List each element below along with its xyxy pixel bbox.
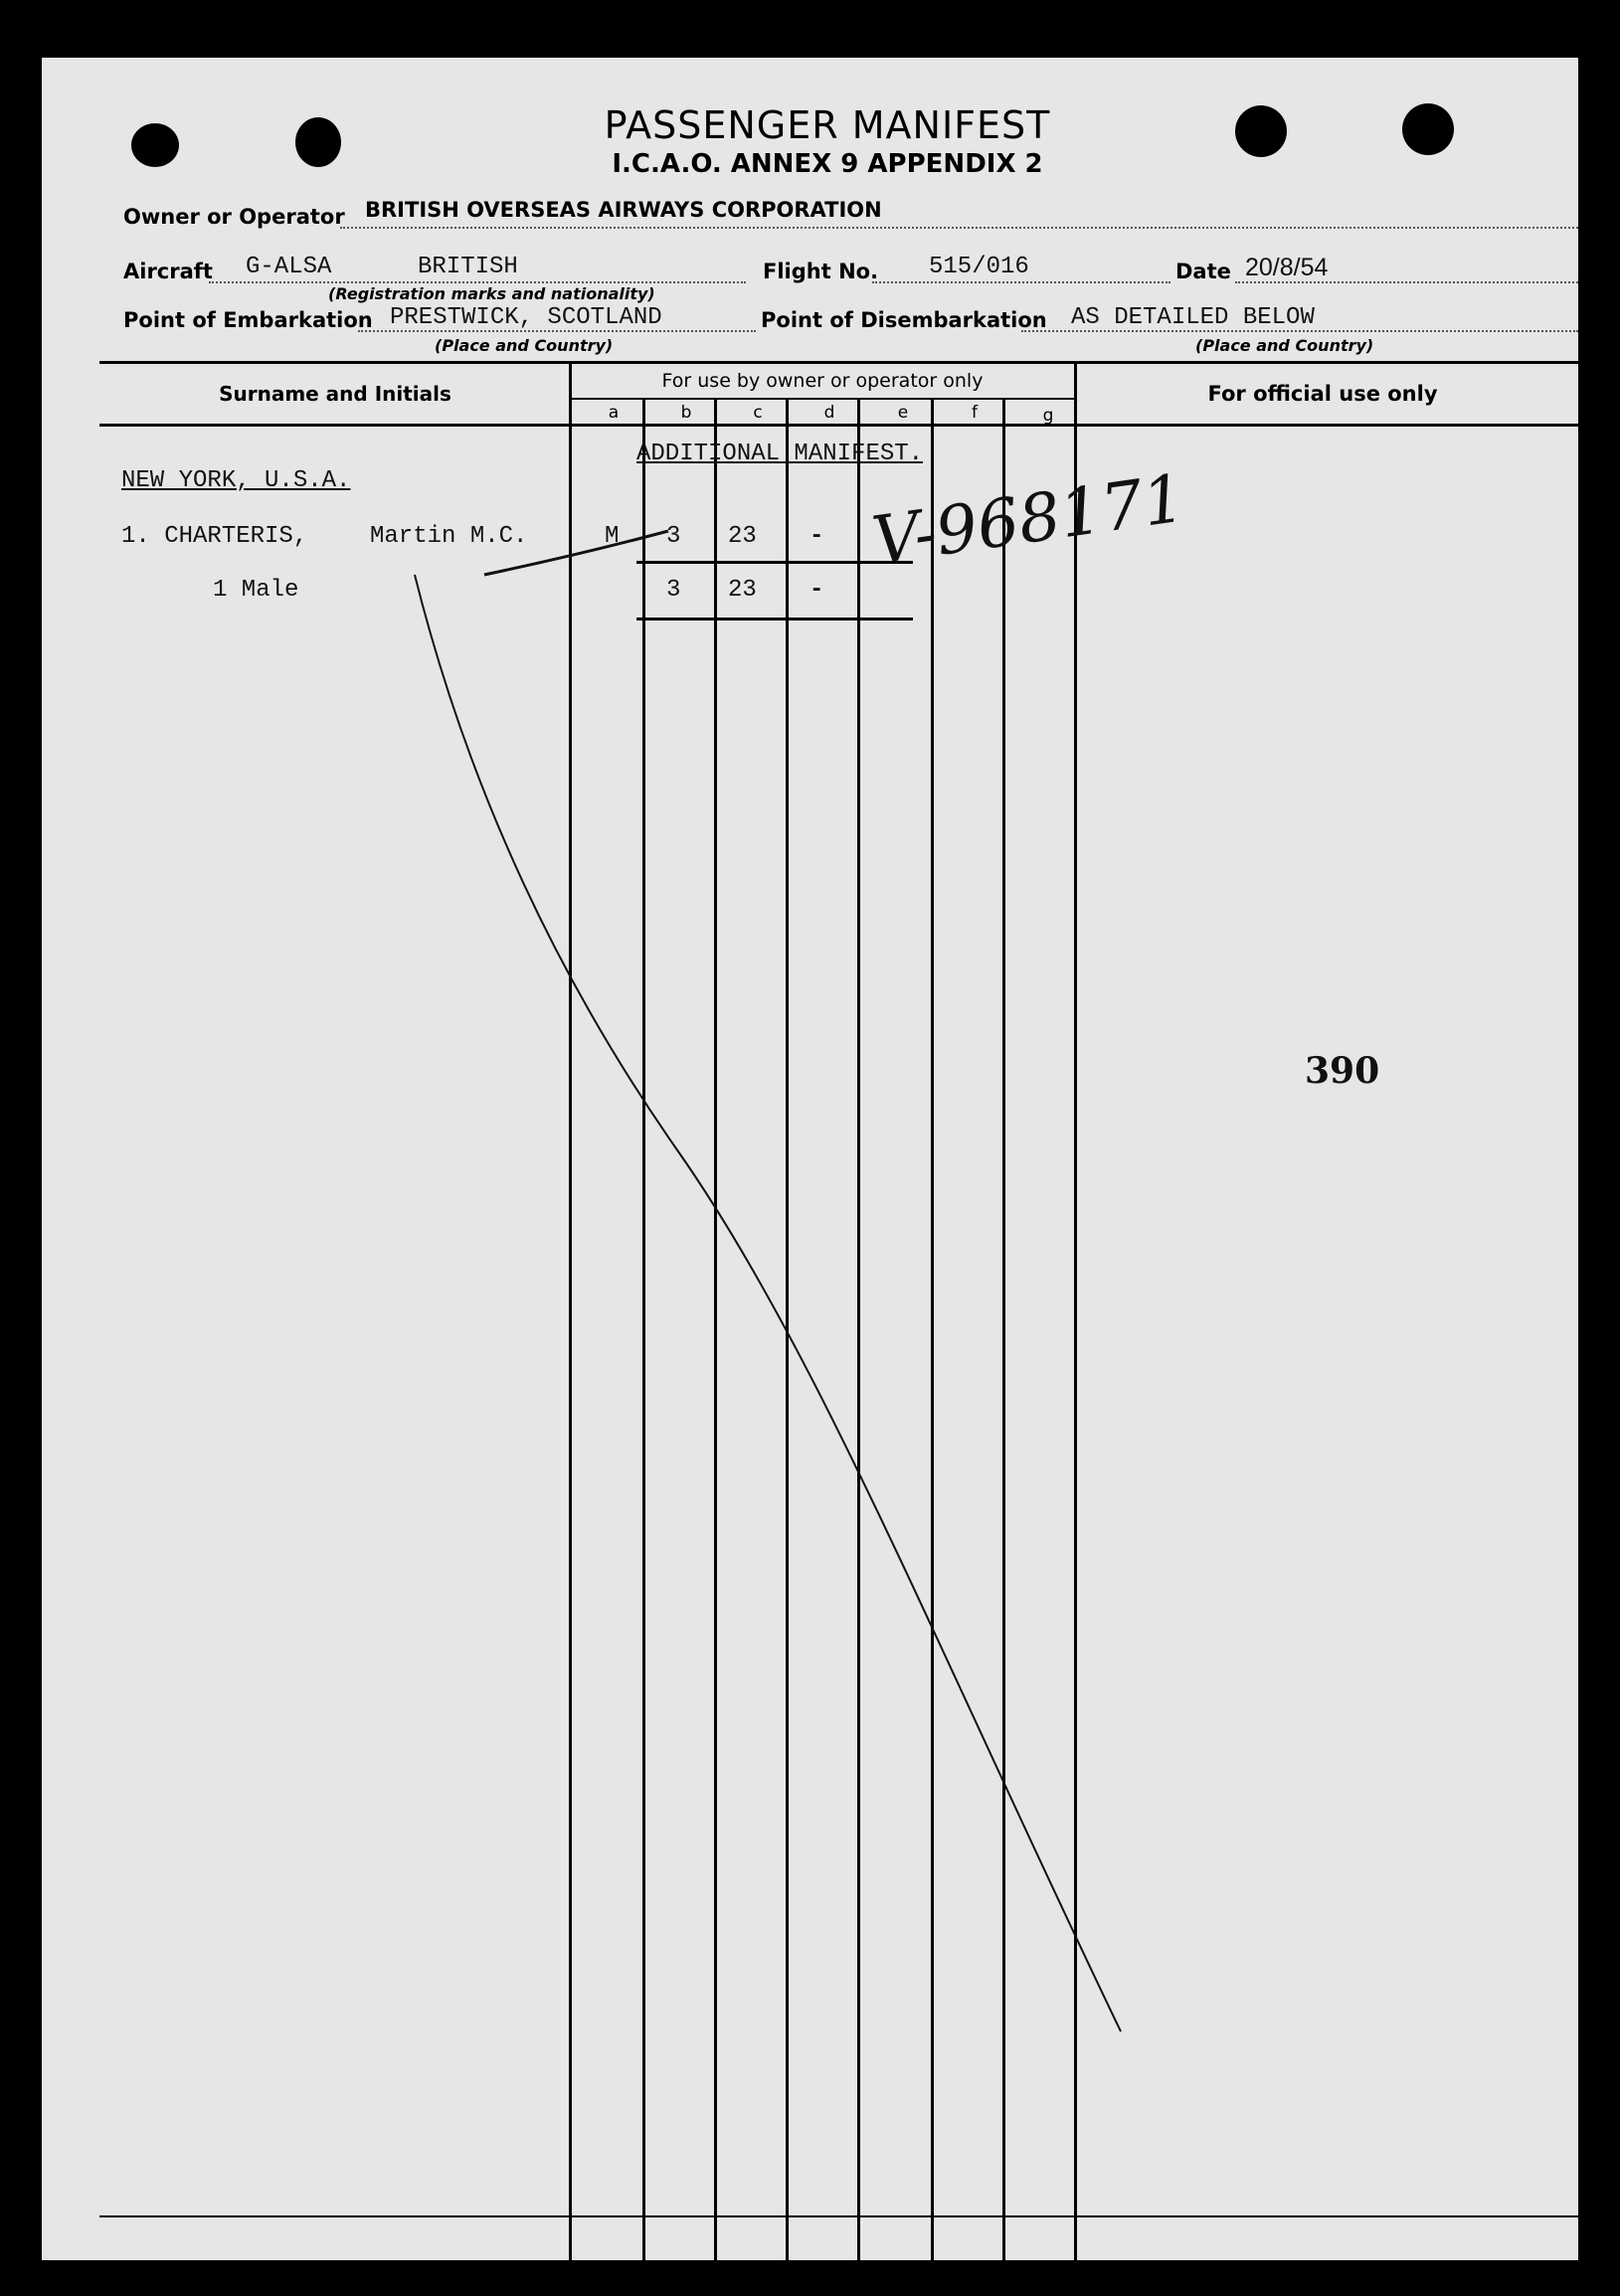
disembarkation-value: AS DETAILED BELOW	[1071, 304, 1315, 331]
embarkation-label: Point of Embarkation	[123, 308, 373, 332]
passenger-initials: Martin M.C.	[370, 523, 528, 550]
passenger-col-b: 3	[666, 523, 681, 550]
aircraft-note: (Registration marks and nationality)	[328, 284, 655, 303]
total-col-b: 3	[666, 577, 681, 604]
aircraft-label: Aircraft	[123, 260, 213, 283]
disembarkation-note: (Place and Country)	[1195, 336, 1374, 355]
flight-label: Flight No.	[763, 260, 879, 283]
date-label: Date	[1175, 260, 1231, 283]
handwritten-visa-number: V-968171	[867, 459, 1190, 580]
subcolumn-d: d	[823, 403, 835, 423]
column-owner-use: For use by owner or operator only	[661, 370, 984, 392]
subcolumn-c: c	[753, 403, 763, 423]
page-title: PASSENGER MANIFEST	[604, 103, 1051, 147]
flight-number: 515/016	[929, 254, 1029, 280]
embarkation-note: (Place and Country)	[435, 336, 614, 355]
aircraft-nationality: BRITISH	[418, 254, 518, 280]
subcolumn-g: g	[1042, 406, 1054, 426]
subcolumn-a: a	[608, 403, 620, 423]
total-col-c: 23	[728, 577, 757, 604]
diagonal-cancel-stroke	[415, 575, 1121, 2031]
aircraft-registration: G-ALSA	[246, 254, 332, 280]
manifest-page	[42, 58, 1578, 2260]
subcolumn-b: b	[680, 403, 692, 423]
passenger-col-c: 23	[728, 523, 757, 550]
passenger-col-d: -	[810, 523, 824, 550]
pen-marks	[42, 58, 1578, 2260]
passenger-col-a: M	[605, 523, 620, 550]
owner-value: BRITISH OVERSEAS AIRWAYS CORPORATION	[365, 198, 882, 222]
additional-manifest-heading: ADDITIONAL MANIFEST.	[636, 441, 924, 467]
date-value: 20/8/54	[1245, 254, 1329, 281]
embarkation-value: PRESTWICK, SCOTLAND	[390, 304, 662, 331]
stamp-number: 390	[1305, 1050, 1380, 1092]
page-subtitle: I.C.A.O. ANNEX 9 APPENDIX 2	[612, 149, 1043, 179]
column-official-use: For official use only	[1207, 382, 1438, 406]
column-surname: Surname and Initials	[219, 382, 451, 406]
passenger-surname: 1. CHARTERIS,	[121, 523, 308, 550]
strike-through-stroke	[484, 531, 668, 575]
total-label: 1 Male	[213, 577, 299, 604]
page-bottom-rule	[99, 2215, 1578, 2217]
total-col-d: -	[810, 577, 824, 604]
destination-heading: NEW YORK, U.S.A.	[121, 467, 351, 494]
disembarkation-label: Point of Disembarkation	[761, 308, 1047, 332]
subcolumn-e: e	[897, 403, 909, 423]
owner-label: Owner or Operator	[123, 205, 345, 229]
subcolumn-f: f	[972, 403, 978, 423]
